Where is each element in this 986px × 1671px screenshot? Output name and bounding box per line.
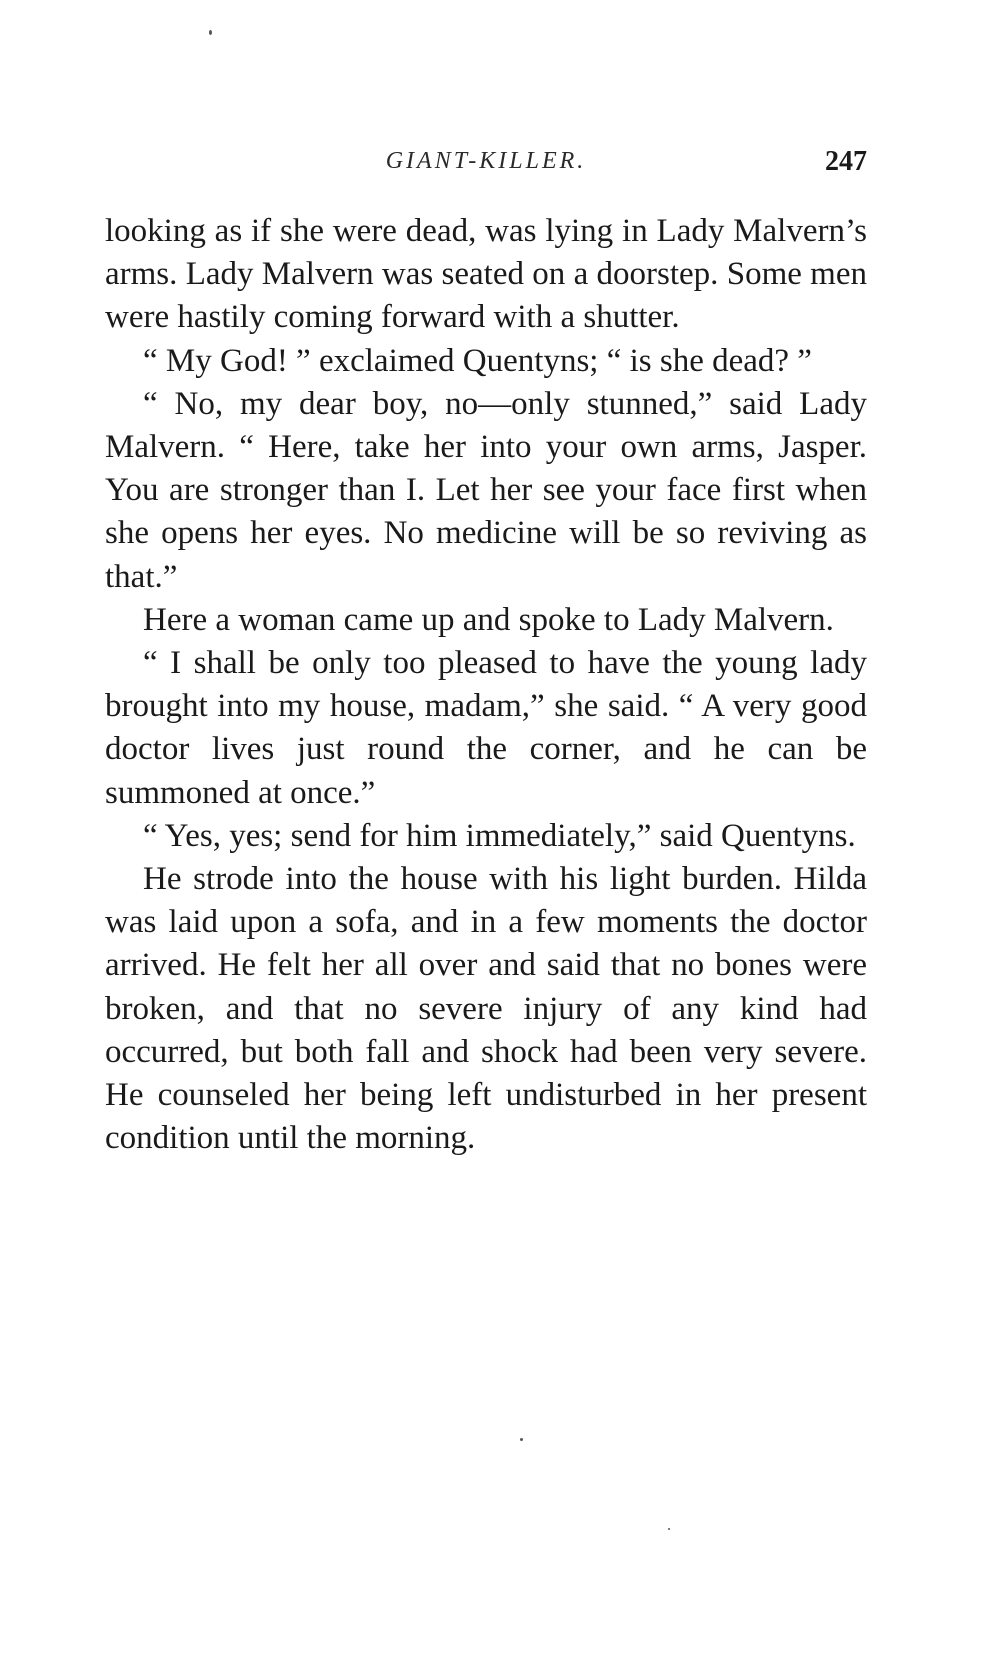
paragraph-continuation: looking as if she were dead, was lying in Lady Malvern’s arms. Lady Malvern was seated on a doorstep. Some men were hastily coming forward with a shutter.	[105, 213, 867, 336]
print-speck	[668, 1528, 670, 1530]
page-number: 247	[825, 146, 867, 177]
paragraph-woman-approaches: Here a woman came up and spoke to Lady Malvern.	[143, 601, 834, 638]
paragraph-woman-offer: “ I shall be only too pleased to have the young lady brought into my house, madam,” she said. “ A very good doctor lives just round the corner, and he can be summoned at once.”	[105, 645, 867, 811]
paragraph-quentyns-reply: “ Yes, yes; send for him immediately,” said Quentyns.	[143, 817, 856, 854]
running-head: GIANT-KILLER.	[385, 148, 587, 174]
print-speck	[520, 1438, 523, 1441]
paragraph-quentyns-exclaims: “ My God! ” exclaimed Quentyns; “ is she dead? ”	[143, 342, 812, 379]
paragraph-lady-malvern-reply: “ No, my dear boy, no—only stunned,” said Lady Malvern. “ Here, take her into your own arms, Jasper. You are stronger than I. Let her see your face first when she opens her eyes. No medicine will be so reviving as that.”	[105, 385, 867, 595]
body-text	[105, 210, 867, 1160]
page-header	[105, 148, 867, 188]
paragraph-doctor-visit: He strode into the house with his light burden. Hilda was laid upon a sofa, and in a few moments the doctor arrived. He felt her all over and said that no bones were broken, and that no severe injury of any kind had occurred, but both fall and shock had been very severe. He counseled her being left undisturbed in her present condition until the morning.	[105, 861, 867, 1157]
print-speck	[209, 30, 212, 35]
